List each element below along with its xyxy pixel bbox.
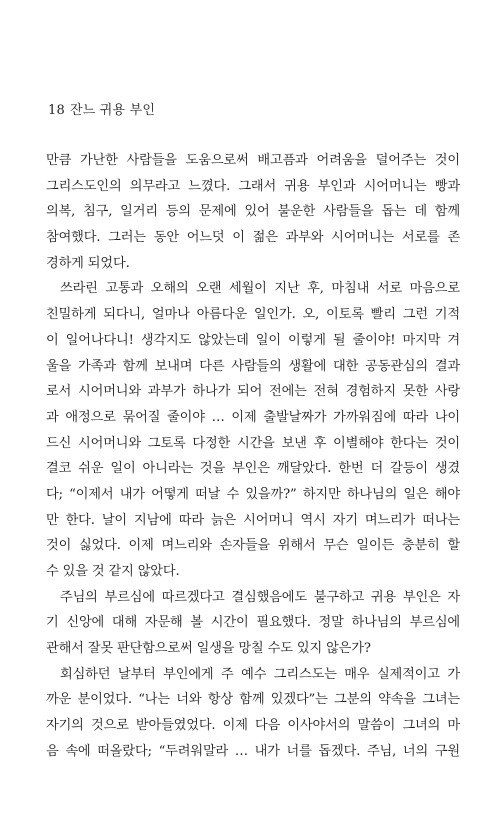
text-line: 로서 시어머니와 과부가 하나가 되어 전에는 전혀 경험하지 못한 사랑: [46, 384, 460, 400]
text-line: 기 신앙에 대해 자문해 볼 시간이 필요했다. 정말 하나님의 부르심에: [46, 615, 460, 631]
text-line: 주님의 부르심에 따르겠다고 결심했음에도 불구하고 귀용 부인은 자: [60, 589, 460, 605]
text-line: 음 속에 떠올랐다; “두려워말라 … 내가 너를 돕겠다. 주님, 너의 구원: [46, 743, 460, 759]
text-line: 결코 쉬운 일이 아니라는 것을 부인은 깨달았다. 한번 더 갈등이 생겼: [46, 461, 460, 477]
text-line: 경하게 되었다.: [46, 255, 130, 271]
text-line: 다; “이제서 내가 어떻게 떠날 수 있을까?” 하지만 하나님의 일은 해야: [46, 486, 460, 502]
text-line: 이 일어나다니! 생각지도 않았는데 일이 이렇게 될 줄이야! 마지막 겨: [46, 332, 460, 348]
text-line: 과 애정으로 묶어질 줄이야 … 이제 출발날짜가 가까워짐에 따라 나이: [46, 409, 460, 425]
text-line: 친밀하게 되다니, 얼마나 아름다운 일인가. 오, 이토록 빨리 그런 기적: [46, 307, 460, 323]
text-line: 의복, 침구, 일거리 등의 문제에 있어 불운한 사람들을 돕는 데 함께: [46, 204, 460, 220]
text-line: 드신 시어머니와 그토록 다정한 시간을 보낸 후 이별해야 한다는 것이: [46, 435, 460, 451]
paragraph: [46, 585, 460, 662]
running-header: [48, 99, 155, 118]
text-line: 까운 분이었다. “나는 너와 항상 함께 있겠다”는 그분의 약속을 그녀는: [46, 692, 460, 708]
text-line: 쓰라린 고통과 오해의 오랜 세월이 지난 후, 마침내 서로 마음으로: [60, 281, 460, 297]
page-number: 18: [48, 103, 65, 118]
paragraph: [46, 276, 460, 584]
paragraph: [46, 148, 460, 276]
text-line: 그리스도인의 의무라고 느꼈다. 그래서 귀용 부인과 시어머니는 빵과: [46, 178, 460, 194]
paragraph: [46, 662, 460, 765]
text-line: 회심하던 날부터 부인에게 주 예수 그리스도는 매우 실제적이고 가: [60, 666, 460, 682]
text-line: 수 있을 것 같지 않았다.: [46, 564, 180, 579]
text-line: 자기의 것으로 받아들였었다. 이제 다음 이사야서의 말씀이 그녀의 마: [46, 718, 460, 734]
text-line: 만큼 가난한 사람들을 도움으로써 배고픔과 어려움을 덜어주는 것이: [46, 153, 460, 168]
text-line: 울을 가족과 함께 보내며 다른 사람들의 생활에 대한 공동관심의 결과: [46, 358, 460, 374]
body-text: [46, 148, 460, 765]
text-line: 것이 싫었다. 이제 며느리와 손자들을 위해서 무슨 일이든 충분히 할: [46, 538, 460, 554]
text-line: 만 한다. 날이 지남에 따라 늙은 시어머니 역시 자기 며느리가 떠나는: [46, 512, 460, 528]
book-title: 잔느 귀용 부인: [69, 103, 156, 118]
text-line: 관해서 잘못 판단함으로써 일생을 망칠 수도 있지 않은가?: [46, 641, 371, 657]
text-line: 참여했다. 그러는 동안 어느덧 이 젊은 과부와 시어머니는 서로를 존: [46, 230, 460, 246]
